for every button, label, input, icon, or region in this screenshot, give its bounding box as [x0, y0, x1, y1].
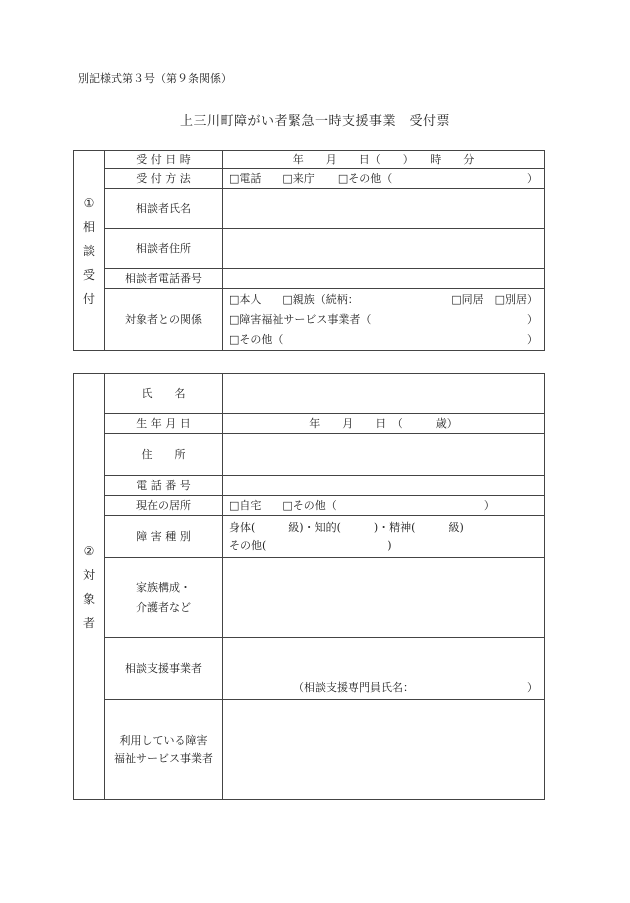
page-title: 上三川町障がい者緊急一時支援事業 受付票: [179, 114, 450, 129]
birth-date-label: 生 年 月 日: [105, 414, 223, 434]
service-provider-label-line1: 利用している障害: [119, 733, 208, 747]
consultant-phone-label: 相談者電話番号: [105, 269, 223, 289]
disability-line-1[interactable]: 身体( 級)・知的( )・精神( 級): [229, 520, 464, 534]
reception-date-label: 受 付 日 時: [105, 151, 223, 169]
consultant-name-field[interactable]: [223, 189, 545, 229]
family-caregiver-label: [105, 558, 223, 638]
relation-label: 対象者との関係: [105, 289, 223, 351]
family-caregiver-label-line1: 家族構成・: [136, 580, 191, 594]
service-provider-field[interactable]: [223, 700, 545, 800]
relation-family-checkbox[interactable]: □親族（続柄：: [282, 292, 359, 306]
section1-char: 受: [82, 267, 95, 282]
residence-other-close: ）: [483, 498, 495, 512]
support-specialist-note: （相談支援専門員氏名：: [293, 681, 414, 694]
residence-other-checkbox[interactable]: □その他（: [282, 498, 337, 512]
consultant-address-label: 相談者住所: [105, 229, 223, 269]
reception-method-label: 受 付 方 法: [105, 169, 223, 189]
relation-service-close: ）: [527, 312, 538, 326]
relation-other-checkbox[interactable]: □その他（: [229, 332, 284, 346]
form-number-note: 別記様式第３号（第９条関係）: [78, 72, 232, 85]
support-provider-field[interactable]: [223, 638, 545, 700]
consultant-address-field[interactable]: [223, 229, 545, 269]
reception-method-field[interactable]: [223, 169, 545, 189]
residence-field[interactable]: [223, 496, 545, 516]
family-caregiver-field[interactable]: [223, 558, 545, 638]
section1-char: 付: [82, 291, 95, 306]
relation-field[interactable]: [223, 289, 545, 351]
section1-number: ①: [83, 195, 95, 210]
section2-char: 者: [82, 615, 95, 630]
section2-char: 象: [82, 591, 95, 606]
disability-type-label: 障 害 種 別: [105, 516, 223, 558]
section2-side-label: [74, 374, 105, 800]
support-specialist-close: ）: [527, 681, 538, 694]
section1-char: 談: [82, 243, 95, 258]
name-label: 氏 名: [105, 374, 223, 414]
service-provider-label-line2: 福祉サービス事業者: [114, 751, 213, 765]
address-field[interactable]: [223, 434, 545, 476]
target-person-table: [73, 373, 545, 800]
method-other-close: ）: [527, 171, 538, 185]
consultant-phone-field[interactable]: [223, 269, 545, 289]
address-label: 住 所: [105, 434, 223, 476]
section1-char: 相: [82, 219, 95, 234]
disability-line-2[interactable]: その他( ): [229, 538, 392, 552]
relation-other-close: ）: [527, 332, 538, 346]
support-provider-label: 相談支援事業者: [105, 638, 223, 700]
disability-type-field[interactable]: [223, 516, 545, 558]
relation-service-provider-checkbox[interactable]: □障害福祉サービス事業者（: [229, 312, 372, 326]
relation-self-checkbox[interactable]: □本人: [229, 292, 262, 306]
method-visit-checkbox[interactable]: □来庁: [282, 171, 315, 185]
birth-date-field[interactable]: 年 月 日 （ 歳）: [223, 414, 545, 434]
method-phone-checkbox[interactable]: □電話: [229, 171, 262, 185]
family-caregiver-label-line2: 介護者など: [136, 600, 191, 614]
residence-label: 現在の居所: [105, 496, 223, 516]
reception-date-field[interactable]: 年 月 日（ ） 時 分: [223, 151, 545, 169]
section2-char: 対: [82, 567, 95, 582]
phone-label: 電 話 番 号: [105, 476, 223, 496]
relation-living-checkboxes[interactable]: □同居 □別居）: [451, 292, 538, 306]
section2-number: ②: [83, 543, 95, 558]
residence-home-checkbox[interactable]: □自宅: [229, 498, 262, 512]
phone-field[interactable]: [223, 476, 545, 496]
method-other-checkbox[interactable]: □その他（: [337, 171, 393, 185]
name-field[interactable]: [223, 374, 545, 414]
consultation-reception-table: [73, 150, 545, 351]
consultant-name-label: 相談者氏名: [105, 189, 223, 229]
service-provider-label: [105, 700, 223, 800]
section1-side-label: [74, 151, 105, 351]
